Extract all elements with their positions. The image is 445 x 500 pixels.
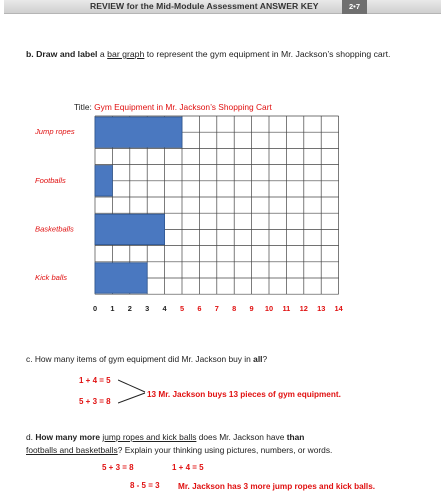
question-d-than: than bbox=[286, 432, 305, 442]
x-tick-label: 14 bbox=[334, 304, 343, 314]
x-tick-label: 4 bbox=[162, 304, 167, 314]
answer-c: 13 Mr. Jackson buys 13 pieces of gym equipment. bbox=[147, 390, 341, 399]
x-tick-label: 8 bbox=[232, 304, 237, 314]
question-d-rest: ? Explain your thinking using pictures, numbers, or words. bbox=[117, 444, 333, 455]
header-title: REVIEW for the Mid-Module Assessment ANSWER KEY bbox=[90, 1, 319, 11]
question-c-text: c. How many items of gym equipment did Mr. Jackson buy in bbox=[26, 354, 254, 364]
bar-footballs bbox=[95, 166, 112, 196]
answer-d-equation-3: 8 - 5 = 3 bbox=[130, 481, 160, 490]
x-tick-label: 6 bbox=[197, 304, 202, 314]
bar-kick-balls bbox=[95, 263, 147, 293]
category-label: Kick balls bbox=[35, 273, 68, 282]
x-tick-label: 1 bbox=[110, 304, 115, 314]
question-b-bar-graph: bar graph bbox=[107, 49, 145, 59]
category-label: Basketballs bbox=[35, 224, 74, 234]
answer-c-equation-2: 5 + 3 = 8 bbox=[79, 397, 111, 406]
x-tick-label: 0 bbox=[92, 304, 98, 314]
answer-c-brace bbox=[118, 378, 148, 408]
question-c-end: ? bbox=[262, 354, 268, 364]
x-tick-label: 7 bbox=[214, 304, 219, 314]
question-d-letter: d. bbox=[26, 432, 33, 442]
category-label: Footballs bbox=[35, 175, 66, 185]
category-label: Jump ropes bbox=[35, 127, 75, 137]
question-d-foot-basket: footballs and basketballs bbox=[26, 444, 118, 455]
chart-title: Gym Equipment in Mr. Jackson’s Shopping Cart bbox=[94, 102, 272, 112]
lesson-badge: 2•7 bbox=[342, 0, 367, 14]
x-tick-label: 9 bbox=[249, 304, 254, 314]
chart-title-prefix: Title: bbox=[74, 102, 92, 112]
question-c-all: all bbox=[253, 354, 263, 364]
question-d-how-many-more: How many more bbox=[35, 432, 101, 442]
x-tick-label: 3 bbox=[145, 304, 150, 314]
x-tick-label: 10 bbox=[264, 304, 274, 314]
x-tick-label: 11 bbox=[282, 304, 291, 314]
question-b-a: a bbox=[97, 49, 108, 59]
answer-d: Mr. Jackson has 3 more jump ropes and kick balls. bbox=[178, 482, 376, 491]
x-tick-label: 13 bbox=[317, 304, 326, 314]
answer-c-equation-1: 1 + 4 = 5 bbox=[79, 376, 111, 385]
bar-basketballs bbox=[95, 214, 165, 244]
bar-jump-ropes bbox=[95, 117, 182, 147]
x-tick-label: 2 bbox=[127, 304, 132, 314]
answer-d-equation-2: 1 + 4 = 5 bbox=[172, 463, 204, 472]
question-d-does-have: does Mr. Jackson have bbox=[196, 432, 287, 442]
x-tick-label: 5 bbox=[179, 304, 185, 314]
question-b-draw-label: Draw and label bbox=[36, 49, 98, 59]
question-b-letter: b. bbox=[26, 49, 34, 59]
answer-d-equation-1: 5 + 3 = 8 bbox=[102, 463, 134, 472]
question-d-jump-kick: jump ropes and kick balls bbox=[102, 432, 197, 442]
question-c bbox=[26, 354, 267, 364]
question-b-rest: to represent the gym equipment in Mr. Jackson’s shopping cart. bbox=[144, 49, 391, 59]
x-tick-label: 12 bbox=[299, 304, 308, 314]
question-d bbox=[26, 431, 411, 456]
